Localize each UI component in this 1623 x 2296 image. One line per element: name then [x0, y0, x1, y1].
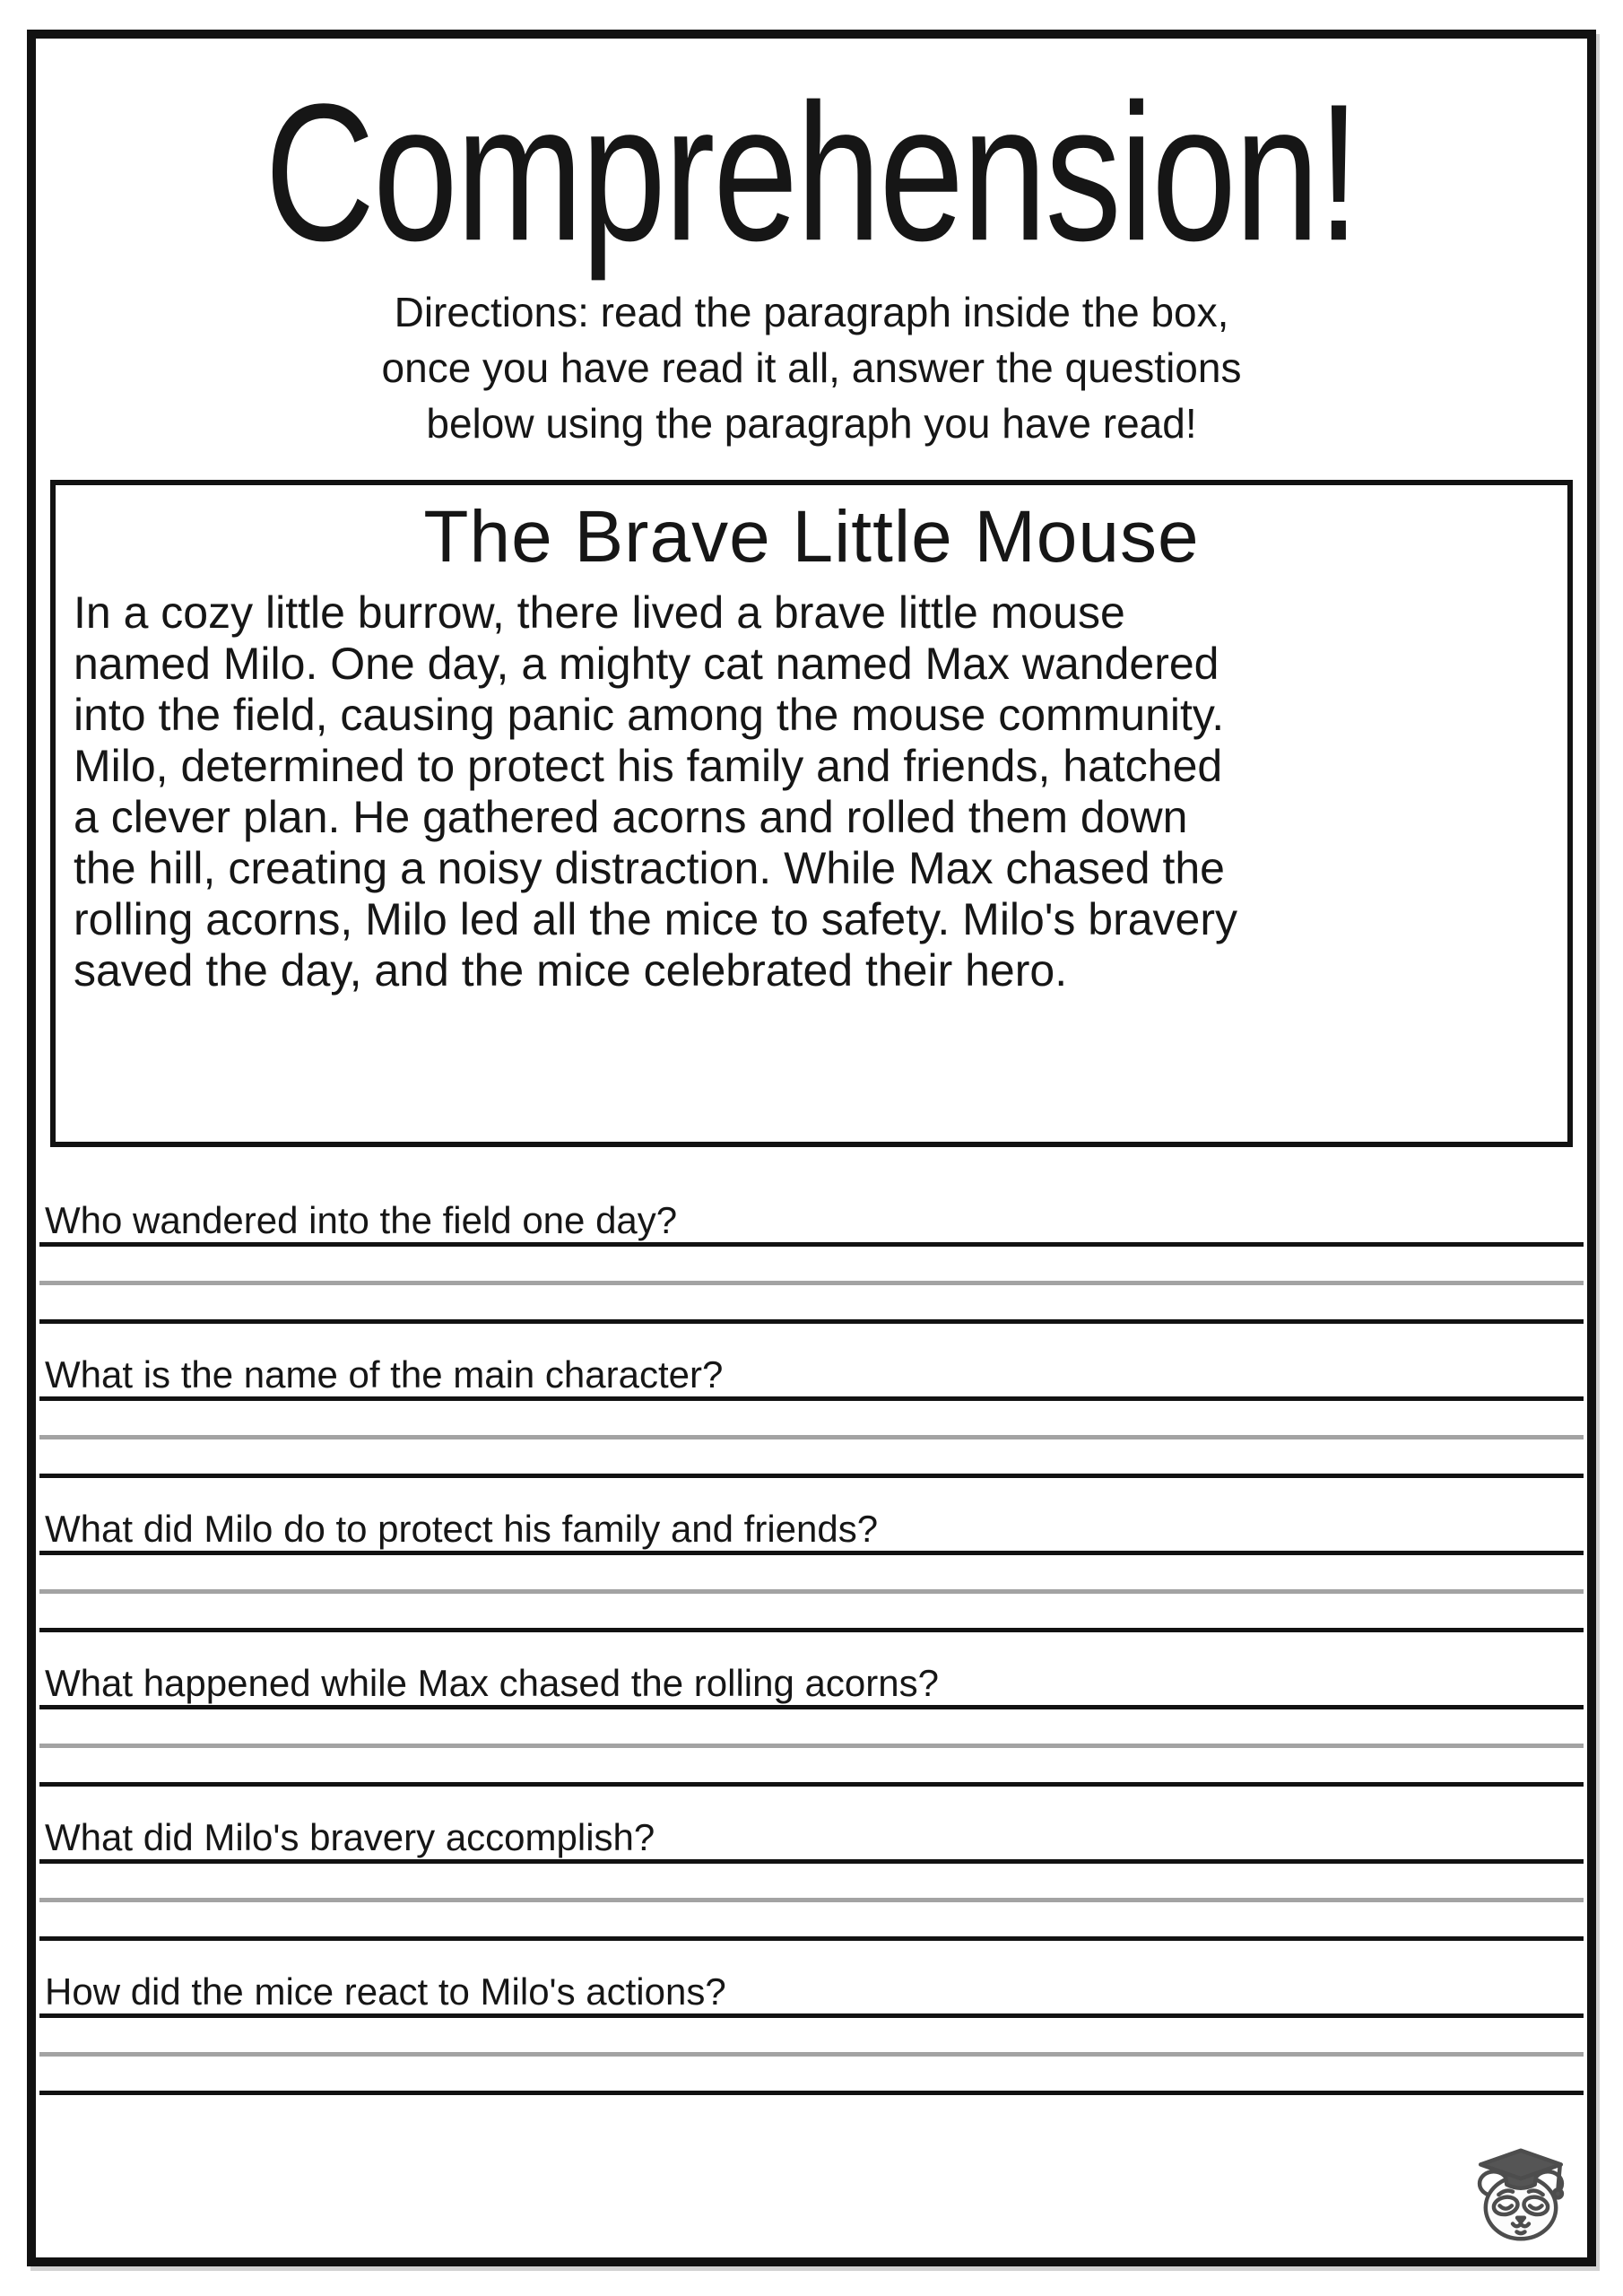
passage-line: into the field, causing panic among the mouse community. — [74, 690, 1225, 740]
passage-line: the hill, creating a noisy distraction. While Max chased the — [74, 843, 1225, 893]
passage-line: In a cozy little burrow, there lived a brave little mouse — [74, 587, 1125, 638]
question-block-6 — [39, 1970, 1584, 2095]
answer-line-mid-2[interactable] — [39, 1435, 1584, 1439]
question-text-3: What did Milo do to protect his family and friends? — [39, 1508, 1584, 1555]
worksheet-title: Comprehension! — [265, 64, 1358, 283]
page-border — [27, 30, 1596, 2266]
passage-line: saved the day, and the mice celebrated their hero. — [74, 945, 1068, 996]
answer-line-bottom-5[interactable] — [39, 1936, 1584, 1941]
question-text-6: How did the mice react to Milo's actions? — [39, 1970, 1584, 2018]
answer-line-mid-5[interactable] — [39, 1898, 1584, 1902]
passage-line: named Milo. One day, a mighty cat named Max wandered — [74, 639, 1219, 689]
questions-section — [39, 1199, 1584, 2095]
answer-line-bottom-6[interactable] — [39, 2091, 1584, 2095]
answer-line-bottom-4[interactable] — [39, 1782, 1584, 1787]
answer-line-mid-4[interactable] — [39, 1744, 1584, 1748]
question-block-1 — [39, 1199, 1584, 1324]
passage-line: Milo, determined to protect his family and friends, hatched — [74, 741, 1223, 791]
answer-line-bottom-2[interactable] — [39, 1474, 1584, 1478]
question-block-4 — [39, 1662, 1584, 1787]
question-text-2: What is the name of the main character? — [39, 1353, 1584, 1401]
passage-box — [50, 480, 1573, 1147]
question-text-5: What did Milo's bravery accomplish? — [39, 1816, 1584, 1864]
passage-title: The Brave Little Mouse — [423, 496, 1200, 578]
question-text-4: What happened while Max chased the rolling acorns? — [39, 1662, 1584, 1709]
panda-graduate-logo-icon — [1471, 2144, 1571, 2245]
answer-line-mid-6[interactable] — [39, 2052, 1584, 2057]
passage-line: a clever plan. He gathered acorns and rolled them down — [74, 792, 1188, 842]
question-block-3 — [39, 1508, 1584, 1632]
answer-line-bottom-3[interactable] — [39, 1628, 1584, 1632]
passage-text — [74, 587, 1553, 996]
question-block-5 — [39, 1816, 1584, 1941]
directions-line-1: Directions: read the paragraph inside the box, — [394, 289, 1229, 335]
answer-line-mid-1[interactable] — [39, 1281, 1584, 1285]
question-block-2 — [39, 1353, 1584, 1478]
question-text-1: Who wandered into the field one day? — [39, 1199, 1584, 1247]
directions-line-3: below using the paragraph you have read! — [426, 400, 1197, 447]
directions-line-2: once you have read it all, answer the questions — [381, 344, 1242, 391]
passage-line: rolling acorns, Milo led all the mice to safety. Milo's bravery — [74, 894, 1237, 944]
answer-line-mid-3[interactable] — [39, 1589, 1584, 1594]
answer-line-bottom-1[interactable] — [39, 1319, 1584, 1324]
